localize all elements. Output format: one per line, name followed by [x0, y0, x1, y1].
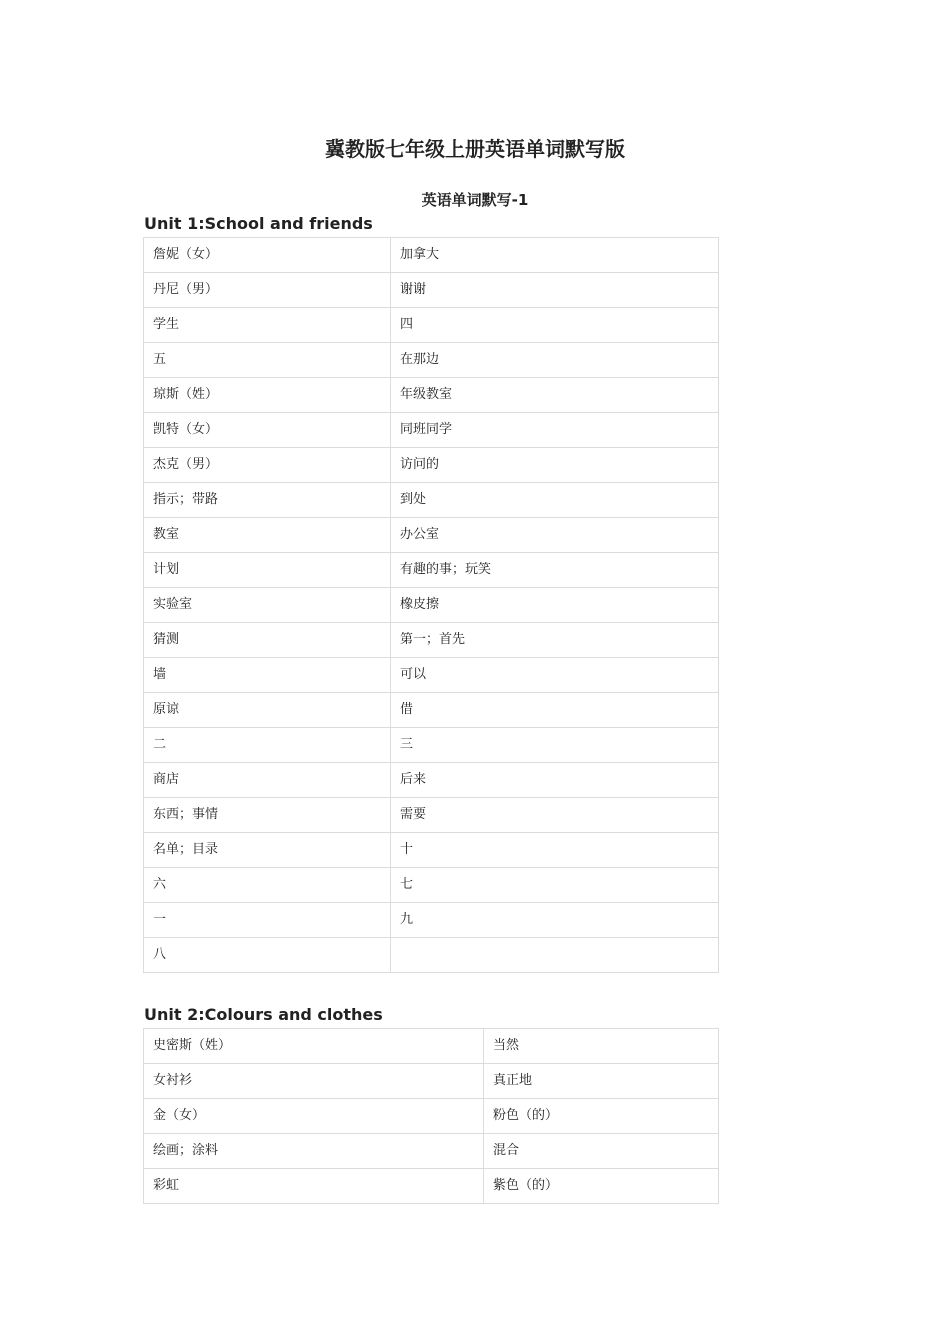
vocab-cell-right: 四	[391, 308, 719, 343]
vocab-cell-left: 猜测	[144, 623, 391, 658]
vocab-cell-right: 七	[391, 868, 719, 903]
vocab-cell-left: 实验室	[144, 588, 391, 623]
vocab-cell-right: 年级教室	[391, 378, 719, 413]
vocab-cell-right: 混合	[484, 1134, 719, 1169]
table-row	[144, 833, 719, 868]
vocab-cell-right: 访问的	[391, 448, 719, 483]
vocab-cell-left: 凯特（女）	[144, 413, 391, 448]
unit1-table-body	[144, 238, 719, 973]
vocab-cell-right: 借	[391, 693, 719, 728]
table-row	[144, 658, 719, 693]
table-row	[144, 693, 719, 728]
vocab-cell-right: 到处	[391, 483, 719, 518]
vocab-cell-left: 女衬衫	[144, 1064, 484, 1099]
vocab-cell-right: 当然	[484, 1029, 719, 1064]
unit1-vocab-table	[143, 237, 719, 973]
vocab-cell-left: 二	[144, 728, 391, 763]
table-row	[144, 238, 719, 273]
vocab-cell-right: 第一；首先	[391, 623, 719, 658]
vocab-cell-right: 同班同学	[391, 413, 719, 448]
vocab-cell-left: 五	[144, 343, 391, 378]
vocab-cell-right	[391, 938, 719, 973]
table-row	[144, 518, 719, 553]
vocab-cell-right: 真正地	[484, 1064, 719, 1099]
unit2-vocab-table	[143, 1028, 719, 1204]
vocab-cell-right: 加拿大	[391, 238, 719, 273]
table-row	[144, 588, 719, 623]
vocab-cell-right: 在那边	[391, 343, 719, 378]
vocab-cell-left: 一	[144, 903, 391, 938]
vocab-cell-left: 六	[144, 868, 391, 903]
vocab-cell-left: 教室	[144, 518, 391, 553]
table-row	[144, 623, 719, 658]
table-row	[144, 553, 719, 588]
vocab-cell-right: 谢谢	[391, 273, 719, 308]
unit2-table-body	[144, 1029, 719, 1204]
vocab-cell-right: 有趣的事；玩笑	[391, 553, 719, 588]
unit1-heading: Unit 1:School and friends	[144, 214, 373, 233]
unit2-heading: Unit 2:Colours and clothes	[144, 1005, 383, 1024]
vocab-cell-left: 名单；目录	[144, 833, 391, 868]
vocab-cell-right: 十	[391, 833, 719, 868]
vocab-cell-right: 三	[391, 728, 719, 763]
table-row	[144, 798, 719, 833]
vocab-cell-left: 东西；事情	[144, 798, 391, 833]
vocab-cell-right: 办公室	[391, 518, 719, 553]
vocab-cell-right: 后来	[391, 763, 719, 798]
table-row	[144, 728, 719, 763]
table-row	[144, 1029, 719, 1064]
vocab-cell-left: 詹妮（女）	[144, 238, 391, 273]
vocab-cell-right: 可以	[391, 658, 719, 693]
vocab-cell-right: 橡皮擦	[391, 588, 719, 623]
table-row	[144, 483, 719, 518]
vocab-cell-left: 琼斯（姓）	[144, 378, 391, 413]
table-row	[144, 938, 719, 973]
table-row	[144, 1134, 719, 1169]
table-row	[144, 273, 719, 308]
table-row	[144, 343, 719, 378]
vocab-cell-right: 粉色（的）	[484, 1099, 719, 1134]
vocab-cell-left: 丹尼（男）	[144, 273, 391, 308]
table-row	[144, 1099, 719, 1134]
table-row	[144, 903, 719, 938]
vocab-cell-left: 史密斯（姓）	[144, 1029, 484, 1064]
vocab-cell-left: 绘画；涂料	[144, 1134, 484, 1169]
vocab-cell-left: 计划	[144, 553, 391, 588]
table-row	[144, 413, 719, 448]
vocab-cell-left: 八	[144, 938, 391, 973]
vocab-cell-right: 九	[391, 903, 719, 938]
vocab-cell-right: 紫色（的）	[484, 1169, 719, 1204]
table-row	[144, 868, 719, 903]
table-row	[144, 1169, 719, 1204]
vocab-cell-left: 彩虹	[144, 1169, 484, 1204]
table-row	[144, 448, 719, 483]
vocab-cell-left: 原谅	[144, 693, 391, 728]
table-row	[144, 378, 719, 413]
document-title: 冀教版七年级上册英语单词默写版	[325, 137, 625, 161]
document-subtitle: 英语单词默写-1	[421, 191, 529, 209]
vocab-cell-left: 指示；带路	[144, 483, 391, 518]
vocab-cell-left: 墙	[144, 658, 391, 693]
table-row	[144, 1064, 719, 1099]
vocab-cell-right: 需要	[391, 798, 719, 833]
vocab-cell-left: 杰克（男）	[144, 448, 391, 483]
table-row	[144, 763, 719, 798]
table-row	[144, 308, 719, 343]
vocab-cell-left: 学生	[144, 308, 391, 343]
vocab-cell-left: 金（女）	[144, 1099, 484, 1134]
vocab-cell-left: 商店	[144, 763, 391, 798]
